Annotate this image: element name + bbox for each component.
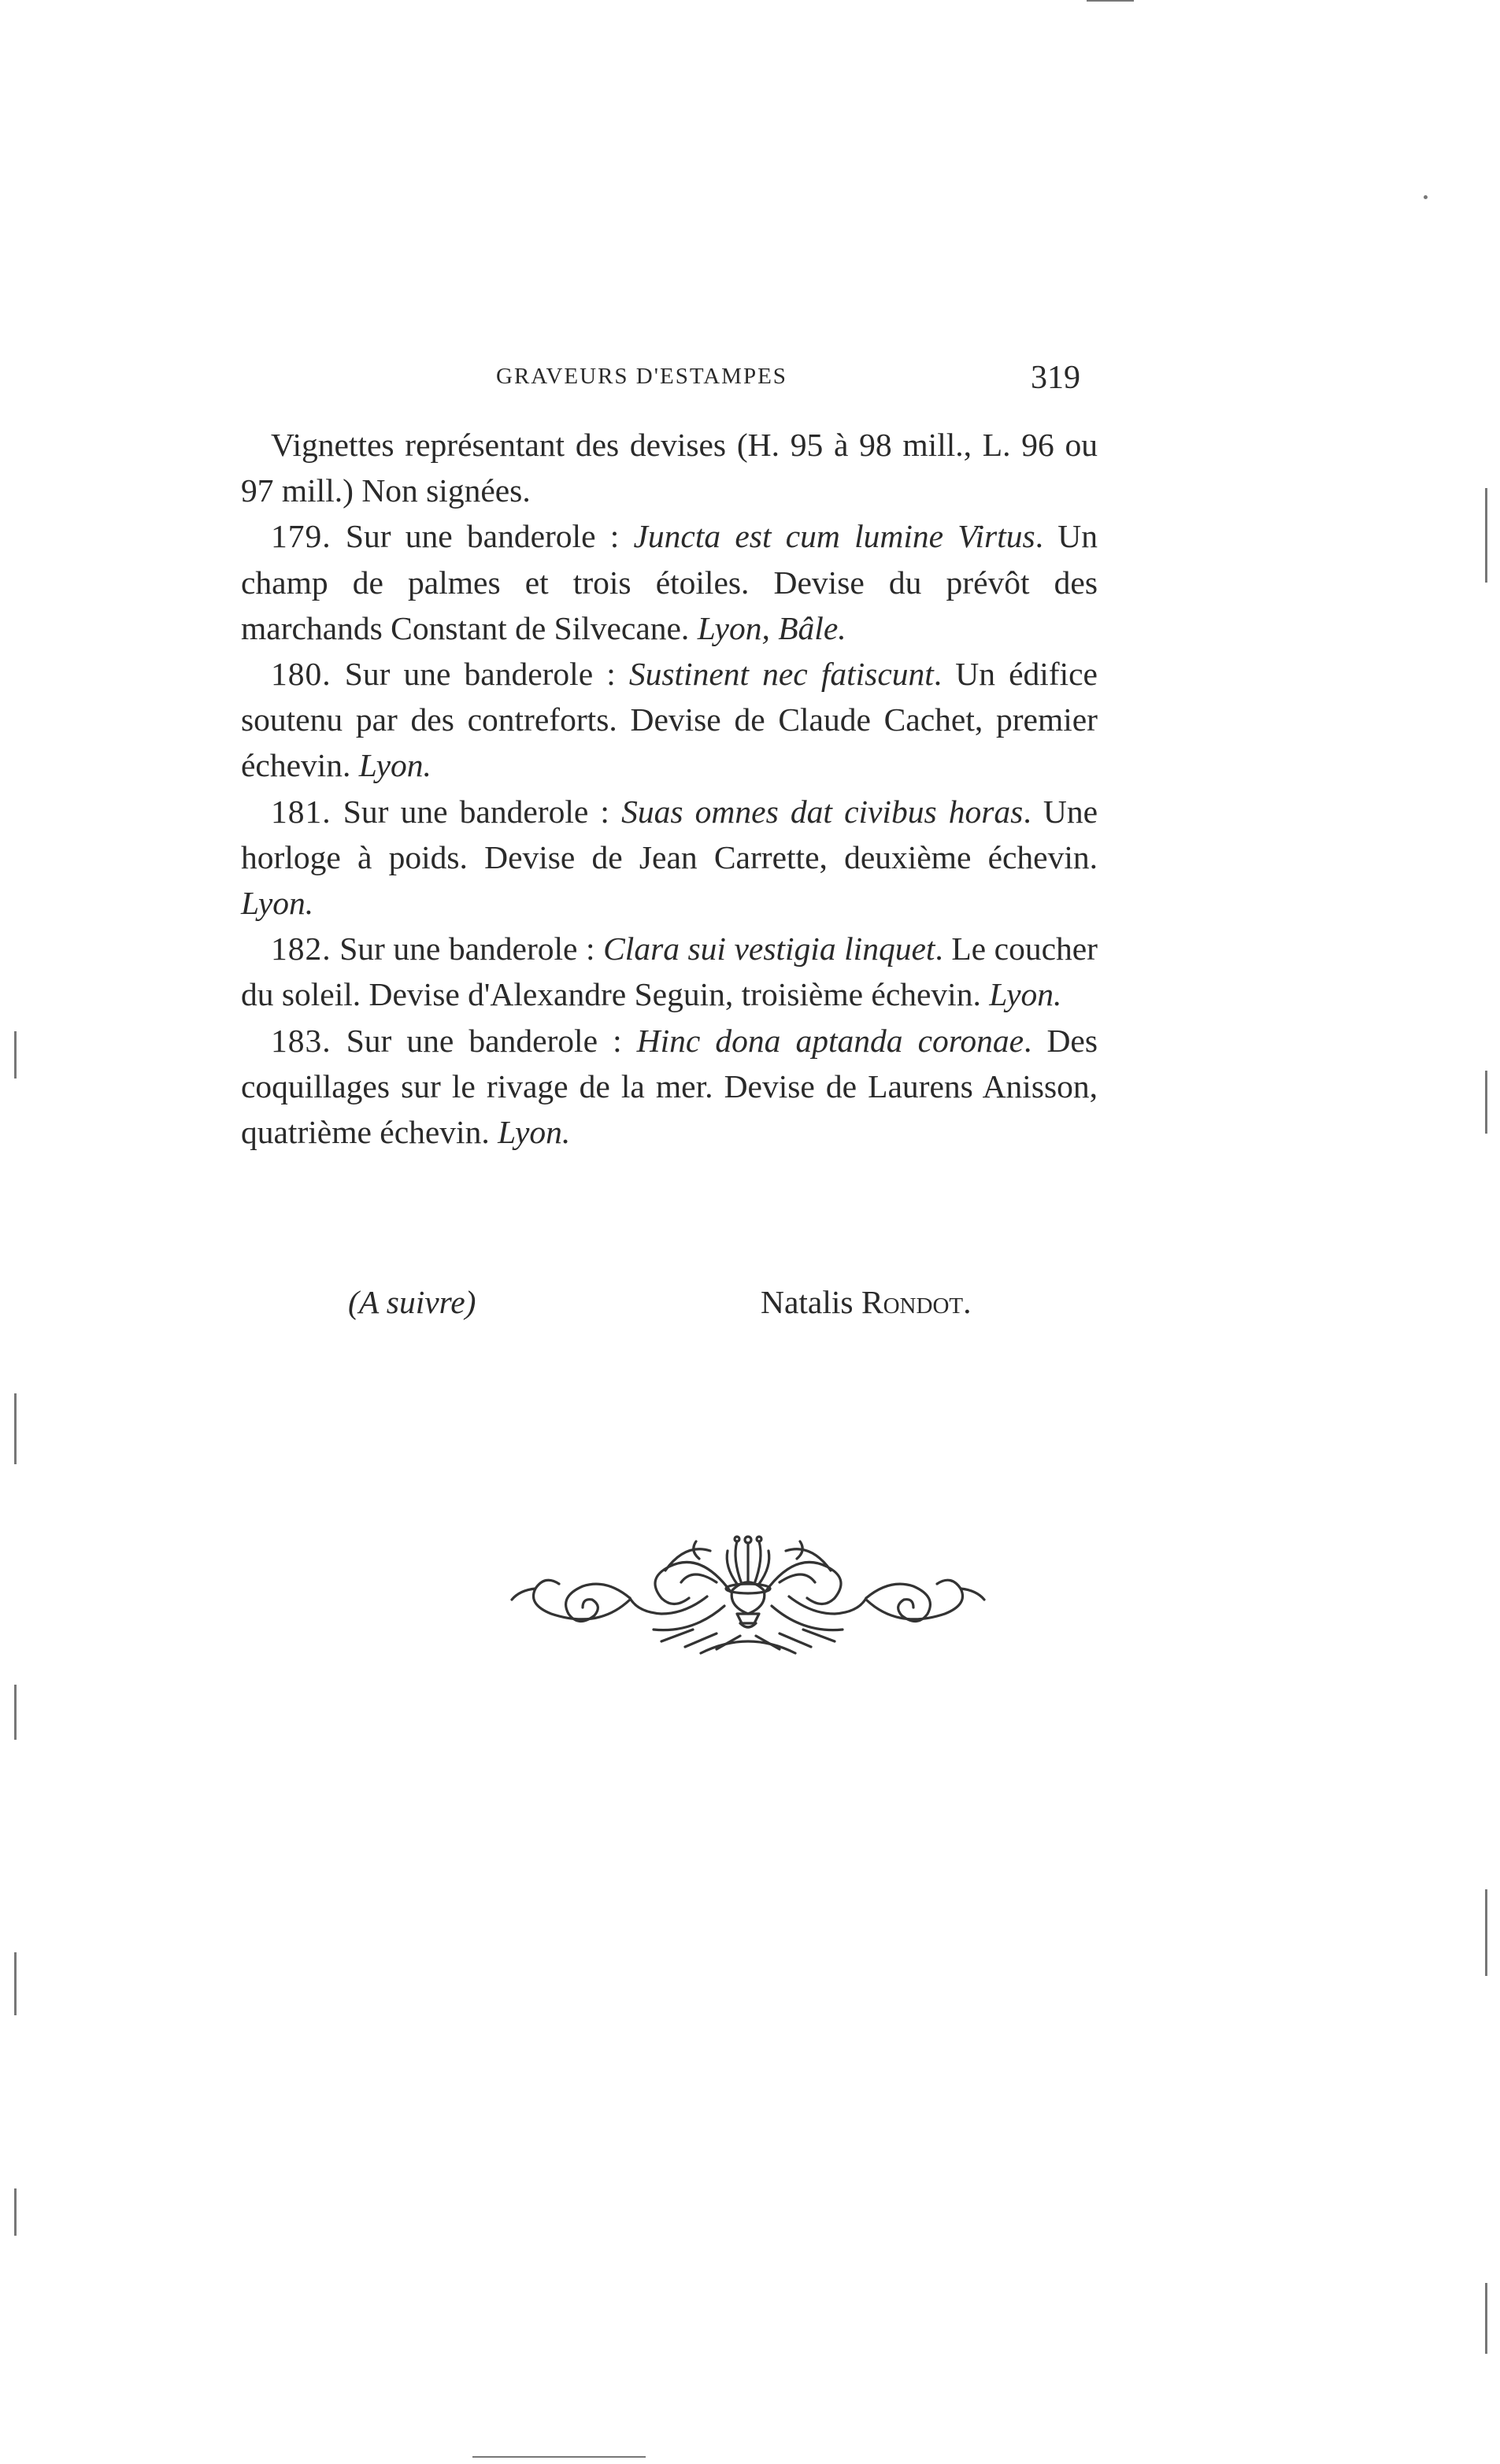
- text-block: [241, 422, 1098, 1155]
- entry-place: Lyon.: [498, 1114, 571, 1151]
- entry-place: Lyon.: [241, 885, 314, 922]
- entry-lead: Sur une banderole :: [346, 1022, 637, 1059]
- author-first-name: Natalis: [761, 1284, 854, 1320]
- entry-number: 183.: [271, 1022, 331, 1059]
- entry-description: . Le coucher du soleil. Devise d'Alexandre Seguin, troisième échevin.: [241, 930, 1098, 1013]
- catalog-entry-181: [241, 789, 1098, 927]
- scan-speck: [14, 1393, 17, 1464]
- scan-speck: [14, 2188, 17, 2236]
- to-be-continued: (A suivre): [348, 1284, 476, 1320]
- running-head: [488, 360, 1102, 403]
- entry-description: . Un édifice soutenu par des contreforts. Devise de Claude Cachet, premier échevin.: [241, 656, 1098, 784]
- catalog-entry-179: [241, 513, 1098, 651]
- signature-row: [241, 1283, 1098, 1338]
- entry-lead: Sur une banderole :: [343, 793, 622, 830]
- entry-description: . Une horloge à poids. Devise de Jean Carrette, deuxième échevin.: [241, 793, 1098, 875]
- entry-lead: Sur une banderole :: [344, 656, 629, 693]
- author-signature: [761, 1283, 971, 1321]
- scan-speck: [1485, 1889, 1487, 1976]
- page-number: 319: [1031, 360, 1080, 396]
- scan-speck: [14, 1952, 17, 2015]
- entry-place: Lyon.: [989, 976, 1062, 1013]
- entry-number: 179.: [271, 518, 331, 555]
- entry-place: Lyon, Bâle.: [697, 609, 846, 646]
- scan-speck: [14, 1031, 17, 1078]
- entry-description: . Des coquillages sur le rivage de la mer. Devise de Laurens Anisson, quatrième échevin.: [241, 1022, 1098, 1151]
- entry-motto: Juncta est cum lumine Virtus: [633, 518, 1035, 555]
- entry-lead: Sur une banderole :: [339, 930, 604, 967]
- author-last-name: Rondot: [861, 1284, 964, 1320]
- entry-description: . Un champ de palmes et trois étoiles. Devise du prévôt des marchands Constant de Silvecane.: [241, 518, 1098, 646]
- author-period: .: [963, 1284, 972, 1320]
- scan-speck: [1485, 488, 1487, 583]
- scan-speck: [1485, 1071, 1487, 1134]
- entry-place: Lyon.: [358, 747, 431, 784]
- entry-number: 181.: [271, 793, 331, 830]
- running-title: GRAVEURS D'ESTAMPES: [496, 364, 787, 389]
- scan-speck: [1087, 0, 1134, 2]
- entry-motto: Hinc dona aptanda coronae: [636, 1022, 1024, 1059]
- fleuron-ornament-icon: [504, 1496, 992, 1661]
- entry-motto: Clara sui vestigia linquet: [603, 930, 935, 967]
- scan-speck: [14, 1685, 17, 1740]
- catalog-entry-182: [241, 926, 1098, 1017]
- entry-number: 180.: [271, 656, 331, 693]
- entry-number: 182.: [271, 930, 331, 967]
- scan-speck: [472, 2456, 646, 2458]
- scan-speck: [1485, 2283, 1487, 2354]
- entry-lead: Sur une banderole :: [345, 518, 634, 555]
- catalog-entry-183: [241, 1018, 1098, 1156]
- intro-paragraph: Vignettes représentant des devises (H. 95 à 98 mill., L. 96 ou 97 mill.) Non signées.: [241, 427, 1098, 509]
- entry-motto: Suas omnes dat civibus horas: [621, 793, 1024, 830]
- catalog-entry-180: [241, 651, 1098, 789]
- entry-motto: Sustinent nec fatiscunt: [628, 656, 934, 693]
- scan-speck: [1424, 195, 1428, 199]
